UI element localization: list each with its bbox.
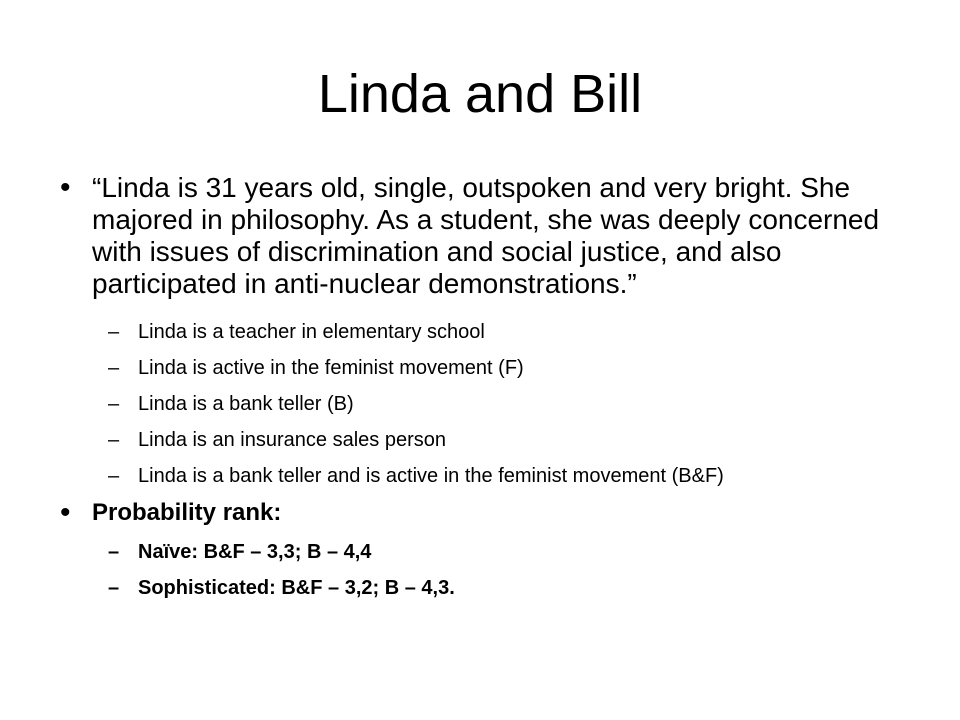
option-item <box>108 428 446 452</box>
linda-description-text: “Linda is 31 years old, single, outspoken and very bright. She majored in philosophy. As a student, she was deeply concerned with issues of discrimination and social justice, and also participated in anti-nuclear demonstrations.” <box>92 172 880 299</box>
option-item <box>108 356 524 380</box>
rank-item-naive <box>108 540 371 564</box>
dash-marker: – <box>108 393 120 415</box>
dash-marker: – <box>108 321 120 343</box>
option-text: Linda is active in the feminist movement (F) <box>138 357 524 379</box>
option-item <box>108 320 485 344</box>
probability-rank-heading: Probability rank: <box>92 499 282 526</box>
bullet-linda-description <box>60 172 920 300</box>
dash-marker: – <box>108 541 120 563</box>
option-item <box>108 392 354 416</box>
bullet-dot-icon: • <box>60 171 71 204</box>
rank-sophisticated-text: Sophisticated: B&F – 3,2; B – 4,3. <box>138 577 455 599</box>
dash-marker: – <box>108 357 120 379</box>
option-text: Linda is an insurance sales person <box>138 429 446 451</box>
dash-marker: – <box>108 429 120 451</box>
bullet-probability-rank <box>60 497 281 529</box>
bullet-dot-icon: • <box>60 496 71 529</box>
option-text: Linda is a bank teller and is active in the feminist movement (B&F) <box>138 465 724 487</box>
rank-item-sophisticated <box>108 576 455 600</box>
option-item <box>108 464 724 488</box>
rank-naive-text: Naïve: B&F – 3,3; B – 4,4 <box>138 541 372 563</box>
dash-marker: – <box>108 577 120 599</box>
option-text: Linda is a bank teller (B) <box>138 393 354 415</box>
option-text: Linda is a teacher in elementary school <box>138 321 485 343</box>
dash-marker: – <box>108 465 120 487</box>
slide-title: Linda and Bill <box>317 64 643 124</box>
